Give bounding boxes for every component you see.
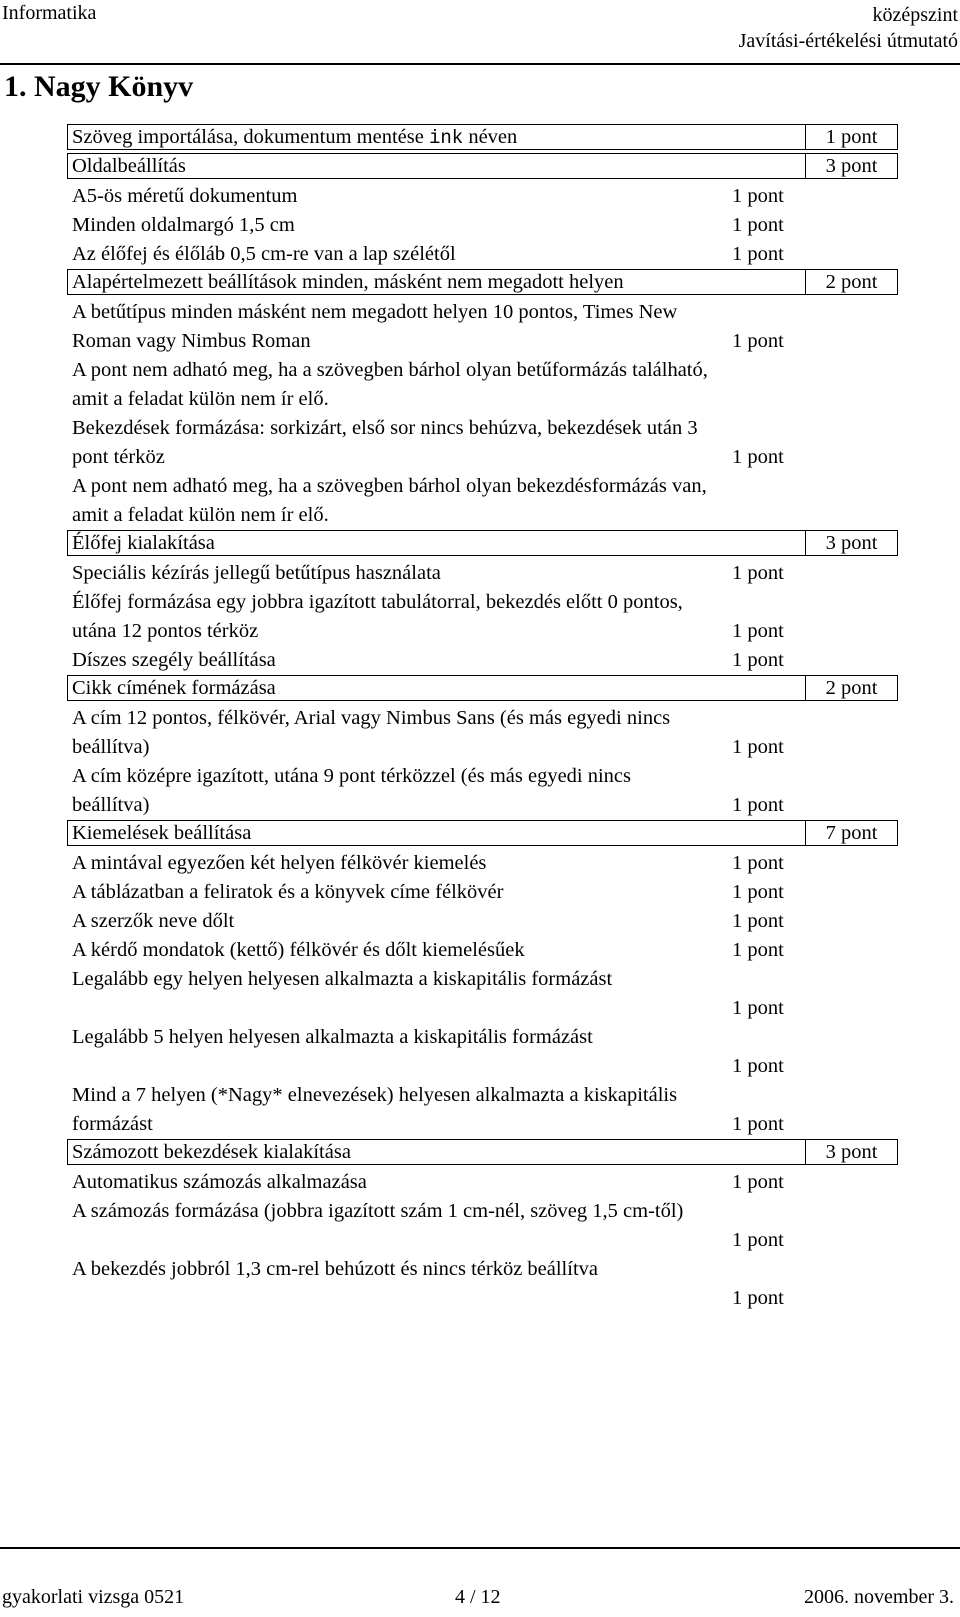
header-level: középszint xyxy=(872,4,958,26)
section-points: 3 pont xyxy=(805,1139,898,1165)
criterion-row xyxy=(0,965,960,1023)
section-label: Élőfej kialakítása xyxy=(72,532,215,554)
criterion-text: Mind a 7 helyen (*Nagy* elnevezések) helyesen alkalmazta a kiskapitális formázást xyxy=(72,1084,678,1135)
criterion-row xyxy=(0,414,960,472)
section-label: Oldalbeállítás xyxy=(72,155,186,177)
section-row xyxy=(0,269,960,298)
criterion-points: 1 pont xyxy=(732,910,784,932)
criterion-text: A pont nem adható meg, ha a szövegben bárhol olyan betűformázás található, amit a feladat külön nem ír elő. xyxy=(72,359,708,410)
criterion-points: 1 pont xyxy=(732,446,784,468)
section-label: Cikk címének formázása xyxy=(72,677,276,699)
section-row xyxy=(0,675,960,704)
criterion-points: 1 pont xyxy=(732,1055,784,1077)
criterion-text: A betűtípus minden másként nem megadott helyen 10 pontos, Times New Roman vagy Nimbus Roman xyxy=(72,301,678,352)
criterion-points: 1 pont xyxy=(732,939,784,961)
header-right xyxy=(739,2,958,54)
section-points: 3 pont xyxy=(805,530,898,556)
page-title: 1. Nagy Könyv xyxy=(4,70,194,103)
criterion-text: A pont nem adható meg, ha a szövegben bárhol olyan bekezdésformázás van, amit a feladat külön nem ír elő. xyxy=(72,475,707,526)
criterion-points: 1 pont xyxy=(732,997,784,1019)
section-points: 3 pont xyxy=(805,153,898,179)
criterion-text: A táblázatban a feliratok és a könyvek címe félkövér xyxy=(72,881,504,903)
criterion-points: 1 pont xyxy=(732,881,784,903)
section-row xyxy=(0,820,960,849)
criterion-row xyxy=(0,1081,960,1139)
section-points: 2 pont xyxy=(805,269,898,295)
criterion-text: Az élőfej és élőláb 0,5 cm-re van a lap szélétől xyxy=(72,243,456,265)
criterion-row xyxy=(0,907,960,936)
criterion-text: A5-ös méretű dokumentum xyxy=(72,185,298,207)
section-row xyxy=(0,530,960,559)
criterion-points: 1 pont xyxy=(732,1113,784,1135)
section-label: Számozott bekezdések kialakítása xyxy=(72,1141,351,1163)
section-row xyxy=(0,1139,960,1168)
criterion-text: A kérdő mondatok (kettő) félkövér és dőlt kiemelésűek xyxy=(72,939,525,961)
section-points: 1 pont xyxy=(805,124,898,150)
criterion-points: 1 pont xyxy=(732,1287,784,1309)
criterion-points: 1 pont xyxy=(732,736,784,758)
header-subject: Informatika xyxy=(2,2,97,24)
criterion-note xyxy=(0,356,960,414)
criterion-points: 1 pont xyxy=(732,214,784,236)
criterion-row xyxy=(0,298,960,356)
criterion-text: Legalább 5 helyen helyesen alkalmazta a kiskapitális formázást xyxy=(72,1026,593,1048)
criterion-text: A bekezdés jobbról 1,3 cm-rel behúzott és nincs térköz beállítva xyxy=(72,1258,598,1280)
criterion-row xyxy=(0,182,960,211)
criterion-text: A szerzők neve dőlt xyxy=(72,910,235,932)
footer-page-number: 4 / 12 xyxy=(455,1586,501,1608)
criterion-row xyxy=(0,849,960,878)
criterion-points: 1 pont xyxy=(732,185,784,207)
criterion-points: 1 pont xyxy=(732,1229,784,1251)
criterion-points: 1 pont xyxy=(732,562,784,584)
criterion-points: 1 pont xyxy=(732,794,784,816)
criterion-points: 1 pont xyxy=(732,243,784,265)
section-label: Kiemelések beállítása xyxy=(72,822,252,844)
footer-exam: gyakorlati vizsga 0521 xyxy=(2,1586,185,1608)
scoring-table xyxy=(0,124,960,1313)
criterion-text: Speciális kézírás jellegű betűtípus használata xyxy=(72,562,441,584)
criterion-row xyxy=(0,1197,960,1255)
criterion-text: A cím 12 pontos, félkövér, Arial vagy Nimbus Sans (és más egyedi nincs beállítva) xyxy=(72,707,671,758)
criterion-text: Legalább egy helyen helyesen alkalmazta a kiskapitális formázást xyxy=(72,968,613,990)
criterion-row xyxy=(0,646,960,675)
section-row xyxy=(0,124,960,153)
criterion-row xyxy=(0,1255,960,1313)
criterion-text: Automatikus számozás alkalmazása xyxy=(72,1171,367,1193)
criterion-text: Díszes szegély beállítása xyxy=(72,649,276,671)
criterion-text: Minden oldalmargó 1,5 cm xyxy=(72,214,295,236)
criterion-row xyxy=(0,211,960,240)
criterion-row xyxy=(0,878,960,907)
filename-ink: ink xyxy=(428,127,464,149)
section-points: 7 pont xyxy=(805,820,898,846)
criterion-row xyxy=(0,1023,960,1081)
header-doc-type: Javítási-értékelési útmutató xyxy=(738,30,958,52)
footer-divider xyxy=(0,1547,960,1549)
criterion-points: 1 pont xyxy=(732,620,784,642)
criterion-row xyxy=(0,936,960,965)
criterion-row xyxy=(0,240,960,269)
criterion-text: A cím középre igazított, utána 9 pont térközzel (és más egyedi nincs beállítva) xyxy=(72,765,632,816)
criterion-text: Élőfej formázása egy jobbra igazított tabulátorral, bekezdés előtt 0 pontos, utána 12 pontos térköz xyxy=(72,591,683,642)
section-points: 2 pont xyxy=(805,675,898,701)
criterion-row xyxy=(0,559,960,588)
criterion-row xyxy=(0,1168,960,1197)
criterion-text: A számozás formázása (jobbra igazított szám 1 cm-nél, szöveg 1,5 cm-től) xyxy=(72,1200,684,1222)
criterion-text: Bekezdések formázása: sorkizárt, első sor nincs behúzva, bekezdések után 3 pont térköz xyxy=(72,417,698,468)
section-row xyxy=(0,153,960,182)
footer-date: 2006. november 3. xyxy=(804,1586,954,1608)
criterion-points: 1 pont xyxy=(732,330,784,352)
criterion-points: 1 pont xyxy=(732,852,784,874)
criterion-row xyxy=(0,588,960,646)
criterion-text: A mintával egyezően két helyen félkövér kiemelés xyxy=(72,852,487,874)
criterion-note xyxy=(0,472,960,530)
criterion-points: 1 pont xyxy=(732,1171,784,1193)
section-label: Szöveg importálása, dokumentum mentése ink néven xyxy=(72,126,518,149)
criterion-points: 1 pont xyxy=(732,649,784,671)
header-divider xyxy=(0,63,960,65)
criterion-row xyxy=(0,762,960,820)
criterion-row xyxy=(0,704,960,762)
section-label: Alapértelmezett beállítások minden, másként nem megadott helyen xyxy=(72,271,624,293)
